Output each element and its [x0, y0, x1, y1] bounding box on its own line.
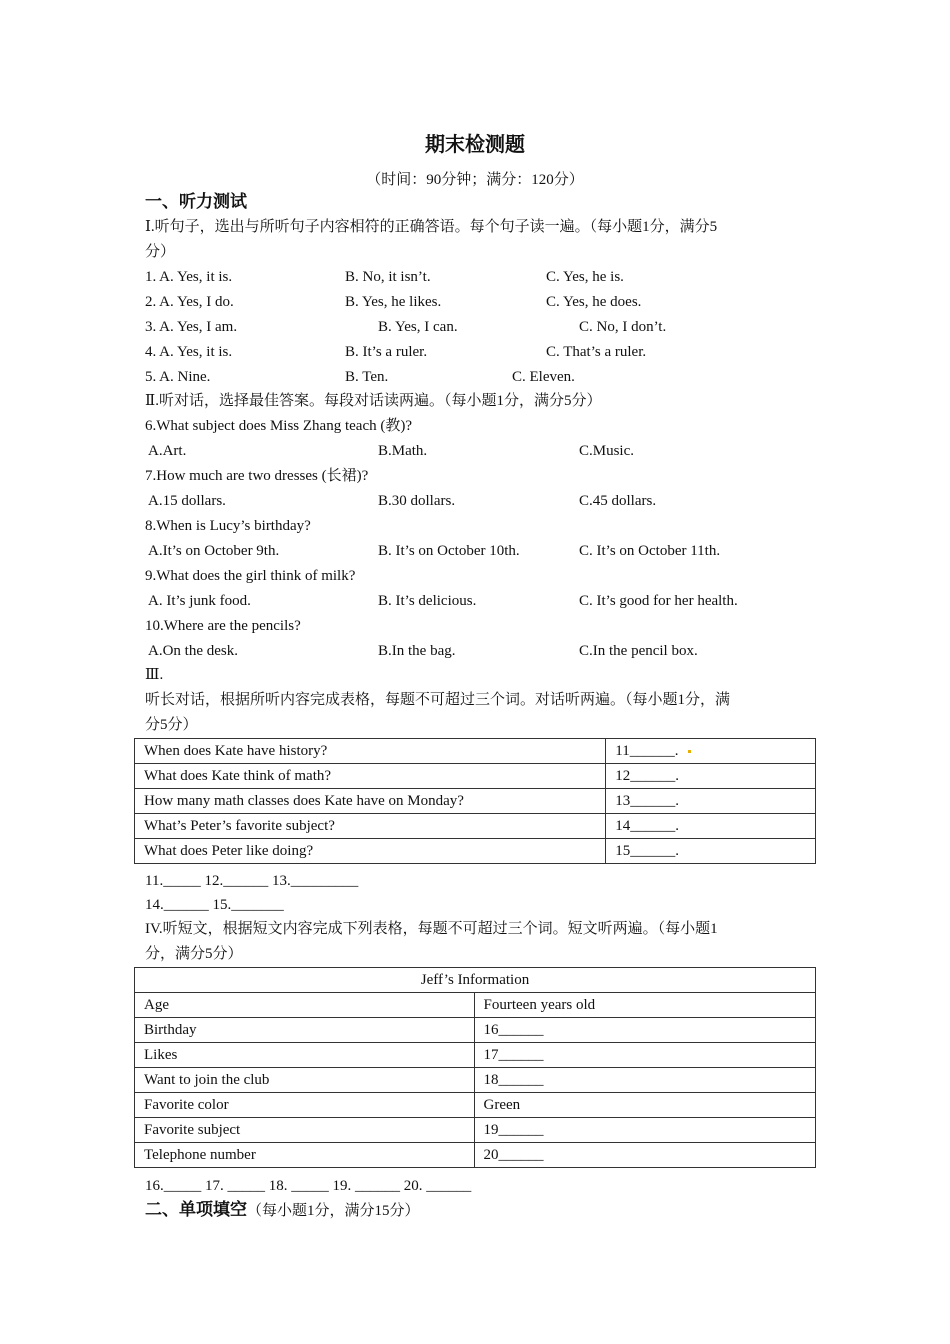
- q7-stem: 7.How much are two dresses (长裙)?: [145, 468, 369, 484]
- section2-heading: 二、单项填空: [145, 1200, 247, 1220]
- table-row: [135, 1093, 816, 1118]
- q3-option-a: 3. A. Yes, I am.: [145, 319, 238, 335]
- part3-label: Ⅲ.: [145, 667, 164, 683]
- q10-option-b: B.In the bag.: [378, 643, 456, 659]
- part3-answer-line-2[interactable]: 14.______ 15._______: [145, 897, 284, 913]
- q4-option-c: C. That’s a ruler.: [546, 344, 647, 360]
- stray-mark: [688, 750, 691, 753]
- q5-option-a: 5. A. Nine.: [145, 369, 211, 385]
- q2-option-a: 2. A. Yes, I do.: [145, 294, 234, 310]
- table-cell-value: Fourteen years old: [474, 993, 816, 1018]
- table-cell-value: Green: [474, 1093, 816, 1118]
- part1-instruction: Ⅰ.听句子，选出与所听句子内容相符的正确答语。每个句子读一遍。（每小题1分，满分5: [145, 219, 718, 235]
- table-cell-question: How many math classes does Kate have on Monday?: [135, 789, 606, 814]
- page-title: 期末检测题: [425, 132, 525, 156]
- table-cell-key: Want to join the club: [135, 1068, 475, 1093]
- q1-option-b: B. No, it isn’t.: [345, 269, 431, 285]
- part4-table: [134, 967, 816, 1168]
- part4-instruction-cont: 分，满分5分）: [145, 946, 243, 962]
- table-row: [135, 764, 816, 789]
- q8-option-a: A.It’s on October 9th.: [148, 543, 280, 559]
- q7-option-c: C.45 dollars.: [579, 493, 657, 509]
- part3-answer-line-1[interactable]: 11._____ 12.______ 13._________: [145, 873, 359, 889]
- table-row: [135, 1118, 816, 1143]
- part2-instruction: Ⅱ.听对话，选择最佳答案。每段对话读两遍。（每小题1分，满分5分）: [145, 393, 602, 409]
- q7-option-b: B.30 dollars.: [378, 493, 456, 509]
- table-cell-answer[interactable]: [606, 739, 816, 764]
- table-row: [135, 789, 816, 814]
- q5-option-b: B. Ten.: [345, 369, 389, 385]
- table-row: [135, 839, 816, 864]
- q9-option-a: A. It’s junk food.: [148, 593, 251, 609]
- q10-option-c: C.In the pencil box.: [579, 643, 698, 659]
- answer-blank: 11______.: [615, 743, 679, 759]
- table-row: [135, 1068, 816, 1093]
- q8-option-c: C. It’s on October 11th.: [579, 543, 721, 559]
- part4-instruction: IV.听短文，根据短文内容完成下列表格，每题不可超过三个词。短文听两遍。（每小题1: [145, 921, 718, 937]
- q6-option-b: B.Math.: [378, 443, 428, 459]
- section2-note: （每小题1分，满分15分）: [247, 1203, 420, 1219]
- table-cell-value[interactable]: 18______: [474, 1068, 816, 1093]
- q3-option-c: C. No, I don’t.: [579, 319, 667, 335]
- table-cell-question: What does Kate think of math?: [135, 764, 606, 789]
- q10-stem: 10.Where are the pencils?: [145, 618, 301, 634]
- q8-option-b: B. It’s on October 10th.: [378, 543, 520, 559]
- table-row: [135, 814, 816, 839]
- q4-option-a: 4. A. Yes, it is.: [145, 344, 233, 360]
- part3-table: [134, 738, 816, 864]
- q9-option-b: B. It’s delicious.: [378, 593, 477, 609]
- q2-option-b: B. Yes, he likes.: [345, 294, 442, 310]
- table-cell-value[interactable]: 20______: [474, 1143, 816, 1168]
- part1-instruction-cont: 分）: [145, 244, 176, 260]
- q1-option-a: 1. A. Yes, it is.: [145, 269, 233, 285]
- table-cell-value[interactable]: 17______: [474, 1043, 816, 1068]
- q2-option-c: C. Yes, he does.: [546, 294, 642, 310]
- table-cell-answer[interactable]: 13______.: [606, 789, 816, 814]
- table-cell-key: Favorite color: [135, 1093, 475, 1118]
- table-cell-key: Favorite subject: [135, 1118, 475, 1143]
- part4-answer-line[interactable]: 16._____ 17. _____ 18. _____ 19. ______ 20. ______: [145, 1178, 472, 1194]
- q5-option-c: C. Eleven.: [512, 369, 575, 385]
- section2-heading-line: [145, 1200, 420, 1221]
- table-cell-question: When does Kate have history?: [135, 739, 606, 764]
- table-cell-key: Telephone number: [135, 1143, 475, 1168]
- table-cell-value[interactable]: 16______: [474, 1018, 816, 1043]
- q3-option-b: B. Yes, I can.: [378, 319, 458, 335]
- part3-instruction: 听长对话，根据所听内容完成表格，每题不可超过三个词。对话听两遍。（每小题1分，满: [145, 692, 731, 708]
- q6-stem: 6.What subject does Miss Zhang teach (教)?: [145, 418, 413, 434]
- table-row: [135, 993, 816, 1018]
- section1-heading: 一、听力测试: [145, 192, 247, 212]
- table-cell-answer[interactable]: 12______.: [606, 764, 816, 789]
- table-cell-answer[interactable]: 14______.: [606, 814, 816, 839]
- table-cell-key: Birthday: [135, 1018, 475, 1043]
- q4-option-b: B. It’s a ruler.: [345, 344, 428, 360]
- table-row: [135, 1043, 816, 1068]
- part3-instruction-cont: 分5分）: [145, 717, 198, 733]
- table-cell-key: Likes: [135, 1043, 475, 1068]
- q10-option-a: A.On the desk.: [148, 643, 238, 659]
- page-subtitle: （时间：90分钟；满分：120分）: [366, 172, 584, 188]
- table-title: Jeff’s Information: [135, 968, 816, 993]
- q1-option-c: C. Yes, he is.: [546, 269, 624, 285]
- table-cell-answer[interactable]: 15______.: [606, 839, 816, 864]
- table-row: [135, 739, 816, 764]
- table-row: [135, 1018, 816, 1043]
- q9-option-c: C. It’s good for her health.: [579, 593, 738, 609]
- table-cell-value[interactable]: 19______: [474, 1118, 816, 1143]
- q8-stem: 8.When is Lucy’s birthday?: [145, 518, 311, 534]
- table-header-row: [135, 968, 816, 993]
- q9-stem: 9.What does the girl think of milk?: [145, 568, 356, 584]
- table-cell-question: What does Peter like doing?: [135, 839, 606, 864]
- table-cell-question: What’s Peter’s favorite subject?: [135, 814, 606, 839]
- q6-option-a: A.Art.: [148, 443, 187, 459]
- table-row: [135, 1143, 816, 1168]
- q7-option-a: A.15 dollars.: [148, 493, 226, 509]
- q6-option-c: C.Music.: [579, 443, 635, 459]
- table-cell-key: Age: [135, 993, 475, 1018]
